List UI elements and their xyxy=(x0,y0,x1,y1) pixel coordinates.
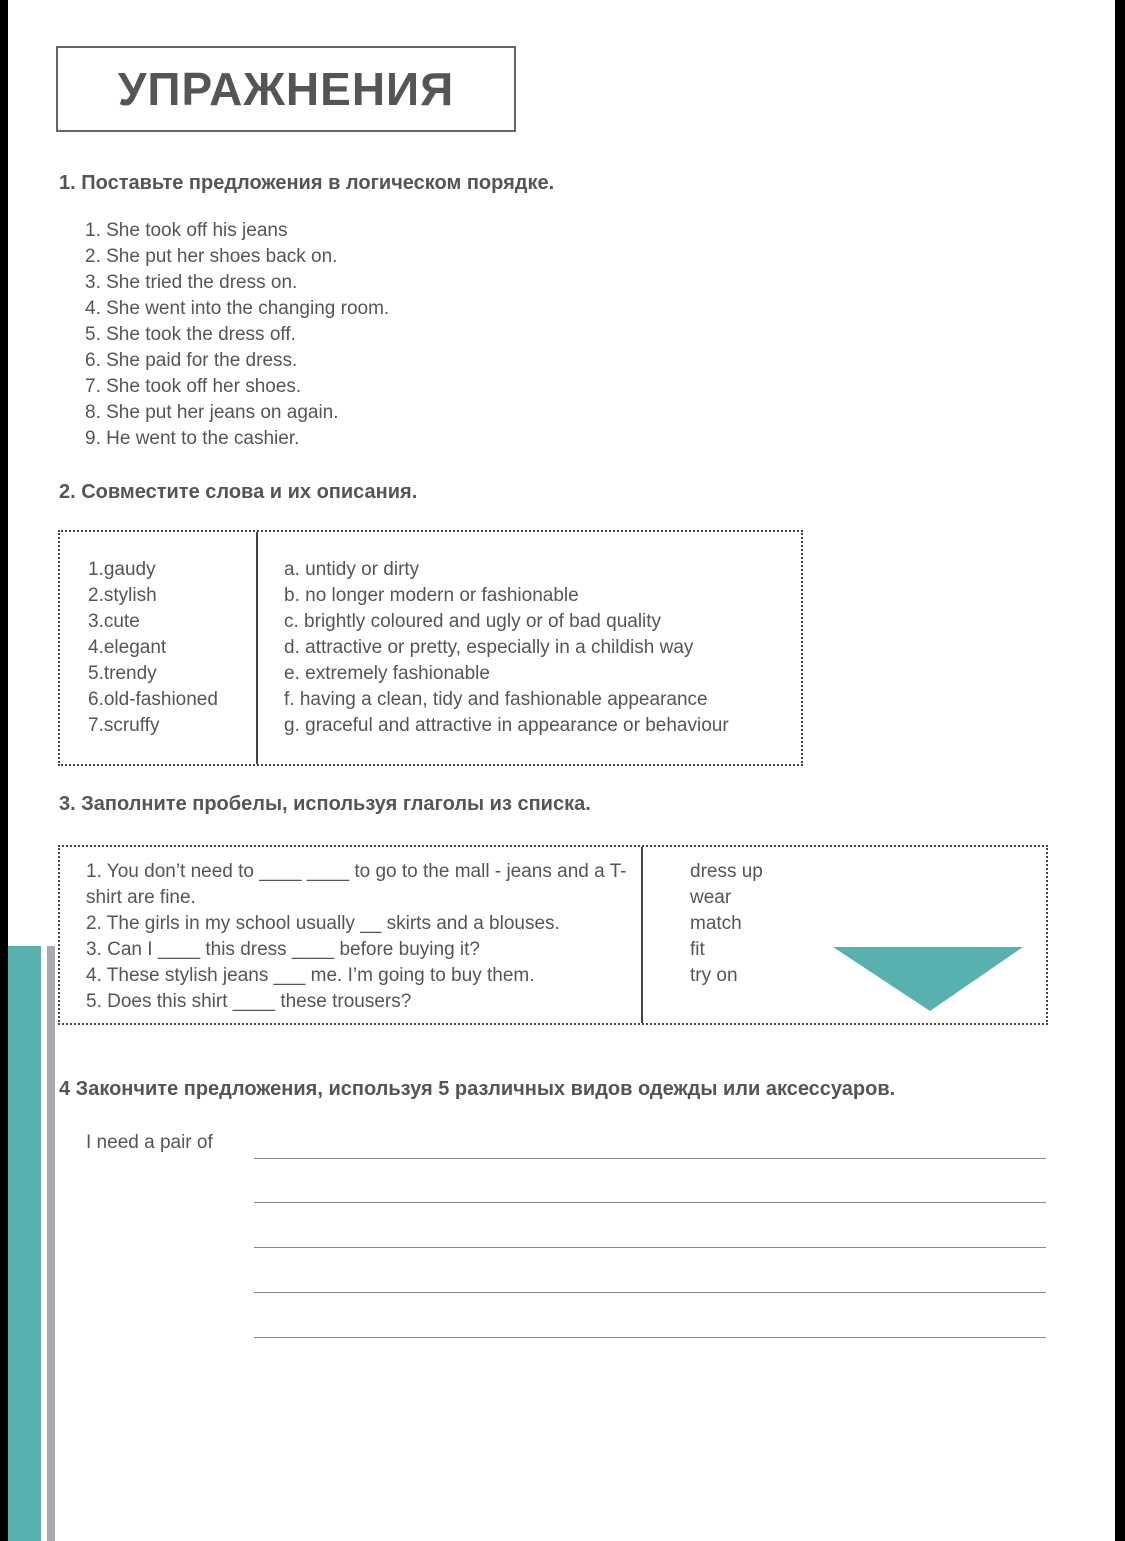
answer-line[interactable] xyxy=(254,1202,1046,1203)
verb-item: dress up xyxy=(690,861,763,882)
prompt-text: I need a pair of xyxy=(86,1132,213,1153)
list-item: 1. She took off his jeans xyxy=(85,220,288,241)
exercise3-heading: 3. Заполните пробелы, используя глаголы из списка. xyxy=(59,793,591,815)
definition-item: d. attractive or pretty, especially in a childish way xyxy=(284,637,694,658)
verb-item: match xyxy=(690,913,742,934)
definition-item: g. graceful and attractive in appearance or behaviour xyxy=(284,715,729,736)
answer-line[interactable] xyxy=(254,1292,1046,1293)
definition-item: c. brightly coloured and ugly or of bad quality xyxy=(284,611,662,632)
list-item: 9. He went to the cashier. xyxy=(85,428,300,449)
definition-item: f. having a clean, tidy and fashionable appearance xyxy=(284,689,708,710)
verb-item: wear xyxy=(690,887,732,908)
words-column xyxy=(60,532,258,764)
exercise2-heading: 2. Совместите слова и их описания. xyxy=(59,481,418,503)
word-item: 6.old-fashioned xyxy=(88,689,218,710)
definition-item: b. no longer modern or fashionable xyxy=(284,585,579,606)
list-item: 7. She took off her shoes. xyxy=(85,376,302,397)
word-item: 1.gaudy xyxy=(88,559,156,580)
exercise4-heading: 4 Закончите предложения, используя 5 различных видов одежды или аксессуаров. xyxy=(59,1078,896,1100)
word-item: 3.cute xyxy=(88,611,140,632)
title-box xyxy=(56,46,516,132)
list-item: 8. She put her jeans on again. xyxy=(85,402,339,423)
sentences-column xyxy=(60,847,643,1023)
definition-item: e. extremely fashionable xyxy=(284,663,490,684)
fill-gaps-table xyxy=(58,845,1048,1025)
exercise1-heading: 1. Поставьте предложения в логическом порядке. xyxy=(59,172,555,194)
decorative-gray-bar xyxy=(47,946,55,1541)
sentence-item: 2. The girls in my school usually __ skirts and a blouses. xyxy=(86,913,560,934)
answer-line[interactable] xyxy=(254,1247,1046,1248)
teal-triangle-icon xyxy=(833,947,1023,1011)
list-item: 3. She tried the dress on. xyxy=(85,272,298,293)
definitions-column xyxy=(258,532,801,764)
exercise1-list xyxy=(85,218,389,452)
word-item: 4.elegant xyxy=(88,637,167,658)
sentence-item: 4. These stylish jeans ___ me. I’m going to buy them. xyxy=(86,965,535,986)
list-item: 6. She paid for the dress. xyxy=(85,350,298,371)
list-item: 4. She went into the changing room. xyxy=(85,298,390,319)
matching-table xyxy=(58,530,803,766)
verbs-column xyxy=(643,847,1046,1023)
list-item: 2. She put her shoes back on. xyxy=(85,246,338,267)
page-title: УПРАЖНЕНИЯ xyxy=(117,63,455,115)
sentence-item: 5. Does this shirt ____ these trousers? xyxy=(86,991,412,1012)
word-item: 7.scruffy xyxy=(88,715,160,736)
word-item: 5.trendy xyxy=(88,663,157,684)
sentence-item: 3. Can I ____ this dress ____ before buying it? xyxy=(86,939,480,960)
list-item: 5. She took the dress off. xyxy=(85,324,296,345)
decorative-teal-bar xyxy=(8,946,41,1541)
worksheet-page xyxy=(8,0,1115,1541)
verb-item: try on xyxy=(690,965,738,986)
answer-line[interactable] xyxy=(254,1158,1046,1159)
verb-item: fit xyxy=(690,939,705,960)
answer-line[interactable] xyxy=(254,1337,1046,1338)
definition-item: a. untidy or dirty xyxy=(284,559,420,580)
word-item: 2.stylish xyxy=(88,585,157,606)
sentence-item: 1. You don’t need to ____ ____ to go to the mall - jeans and a T-shirt are fine. xyxy=(86,861,627,908)
